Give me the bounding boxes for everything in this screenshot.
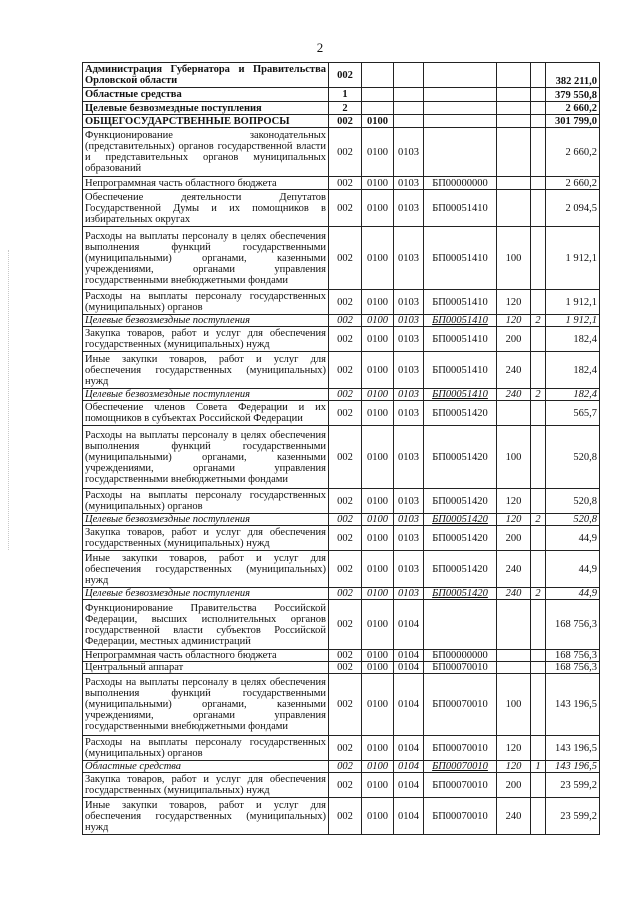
- cell-rz: 0100: [362, 551, 394, 588]
- table-row: [83, 88, 600, 102]
- cell-name: Функционирование законодательных (представительных) органов государственной власти и представительных органов муниципальных образований: [83, 128, 329, 177]
- cell-sum: 182,4: [546, 389, 600, 401]
- cell-src: [531, 650, 546, 662]
- cell-vr: [497, 102, 531, 115]
- table-row: [83, 128, 600, 177]
- cell-vr: 100: [497, 674, 531, 736]
- cell-src: [531, 674, 546, 736]
- cell-ved: 002: [329, 526, 362, 551]
- cell-pr: 0103: [394, 426, 424, 489]
- table-row: [83, 290, 600, 315]
- cell-sum: 2 660,2: [546, 102, 600, 115]
- cell-rz: [362, 63, 394, 88]
- cell-ved: 002: [329, 327, 362, 352]
- table-row: [83, 588, 600, 600]
- cell-name: Иные закупки товаров, работ и услуг для обеспечения государственных (муниципальных) нужд: [83, 551, 329, 588]
- cell-pr: 0103: [394, 551, 424, 588]
- table-row: [83, 526, 600, 551]
- cell-src: [531, 798, 546, 835]
- cell-rz: 0100: [362, 128, 394, 177]
- cell-name: Иные закупки товаров, работ и услуг для обеспечения государственных (муниципальных) нужд: [83, 798, 329, 835]
- cell-pr: 0104: [394, 761, 424, 773]
- cell-vr: 120: [497, 315, 531, 327]
- cell-rz: 0100: [362, 115, 394, 128]
- cell-pr: 0103: [394, 290, 424, 315]
- cell-csr: БП00051420: [424, 489, 497, 514]
- cell-pr: 0104: [394, 662, 424, 674]
- cell-name: Областные средства: [83, 88, 329, 102]
- table-row: [83, 190, 600, 227]
- cell-pr: 0103: [394, 389, 424, 401]
- cell-vr: [497, 88, 531, 102]
- cell-sum: 379 550,8: [546, 88, 600, 102]
- cell-sum: 182,4: [546, 327, 600, 352]
- cell-pr: 0103: [394, 315, 424, 327]
- cell-rz: 0100: [362, 177, 394, 190]
- cell-csr: БП00051420: [424, 514, 497, 526]
- cell-sum: 520,8: [546, 426, 600, 489]
- cell-src: 2: [531, 389, 546, 401]
- cell-pr: 0103: [394, 227, 424, 290]
- cell-sum: 168 756,3: [546, 650, 600, 662]
- cell-ved: 002: [329, 290, 362, 315]
- cell-rz: 0100: [362, 327, 394, 352]
- cell-rz: 0100: [362, 674, 394, 736]
- cell-pr: 0103: [394, 128, 424, 177]
- cell-src: [531, 773, 546, 798]
- cell-pr: 0104: [394, 674, 424, 736]
- cell-name: Областные средства: [83, 761, 329, 773]
- cell-pr: 0103: [394, 588, 424, 600]
- cell-rz: 0100: [362, 401, 394, 426]
- cell-csr: БП00051410: [424, 327, 497, 352]
- table-row: [83, 551, 600, 588]
- cell-csr: БП00051420: [424, 526, 497, 551]
- cell-ved: 002: [329, 514, 362, 526]
- cell-vr: 200: [497, 327, 531, 352]
- cell-src: [531, 526, 546, 551]
- cell-vr: 120: [497, 489, 531, 514]
- budget-table: [82, 62, 600, 835]
- cell-src: [531, 489, 546, 514]
- cell-sum: 23 599,2: [546, 798, 600, 835]
- cell-src: [531, 115, 546, 128]
- table-row: [83, 401, 600, 426]
- cell-vr: [497, 600, 531, 650]
- cell-csr: БП00070010: [424, 773, 497, 798]
- cell-vr: 100: [497, 227, 531, 290]
- cell-vr: [497, 128, 531, 177]
- cell-ved: 002: [329, 389, 362, 401]
- cell-sum: 168 756,3: [546, 662, 600, 674]
- cell-name: Расходы на выплаты персоналу государственных (муниципальных) органов: [83, 290, 329, 315]
- cell-rz: 0100: [362, 489, 394, 514]
- cell-src: 1: [531, 761, 546, 773]
- cell-pr: 0104: [394, 600, 424, 650]
- table-row: [83, 650, 600, 662]
- table-row: [83, 315, 600, 327]
- cell-src: [531, 352, 546, 389]
- cell-pr: [394, 63, 424, 88]
- cell-csr: [424, 88, 497, 102]
- cell-vr: 120: [497, 290, 531, 315]
- cell-ved: 002: [329, 551, 362, 588]
- cell-csr: [424, 102, 497, 115]
- cell-sum: 301 799,0: [546, 115, 600, 128]
- cell-csr: БП00070010: [424, 736, 497, 761]
- cell-vr: [497, 662, 531, 674]
- cell-rz: 0100: [362, 600, 394, 650]
- cell-pr: 0103: [394, 190, 424, 227]
- cell-rz: 0100: [362, 736, 394, 761]
- cell-csr: БП00051410: [424, 315, 497, 327]
- cell-sum: 565,7: [546, 401, 600, 426]
- cell-ved: 002: [329, 128, 362, 177]
- cell-name: Непрограммная часть областного бюджета: [83, 650, 329, 662]
- cell-pr: 0103: [394, 177, 424, 190]
- cell-ved: 002: [329, 177, 362, 190]
- cell-vr: 120: [497, 514, 531, 526]
- cell-csr: [424, 63, 497, 88]
- cell-name: Расходы на выплаты персоналу государственных (муниципальных) органов: [83, 489, 329, 514]
- cell-vr: 200: [497, 773, 531, 798]
- cell-vr: [497, 401, 531, 426]
- cell-src: [531, 736, 546, 761]
- cell-csr: БП00070010: [424, 798, 497, 835]
- cell-csr: [424, 115, 497, 128]
- cell-sum: 182,4: [546, 352, 600, 389]
- cell-sum: 143 196,5: [546, 761, 600, 773]
- cell-pr: 0104: [394, 773, 424, 798]
- cell-rz: 0100: [362, 190, 394, 227]
- cell-sum: 44,9: [546, 588, 600, 600]
- cell-csr: БП00051420: [424, 426, 497, 489]
- table-row: [83, 102, 600, 115]
- cell-ved: 002: [329, 773, 362, 798]
- cell-csr: БП00000000: [424, 177, 497, 190]
- cell-ved: 002: [329, 674, 362, 736]
- cell-ved: 002: [329, 315, 362, 327]
- cell-src: [531, 227, 546, 290]
- cell-src: 2: [531, 315, 546, 327]
- cell-src: [531, 600, 546, 650]
- cell-rz: 0100: [362, 773, 394, 798]
- cell-vr: 240: [497, 798, 531, 835]
- cell-csr: БП00051410: [424, 290, 497, 315]
- cell-src: [531, 102, 546, 115]
- table-row: [83, 773, 600, 798]
- cell-pr: 0103: [394, 514, 424, 526]
- cell-rz: 0100: [362, 315, 394, 327]
- table-row: [83, 736, 600, 761]
- cell-csr: [424, 600, 497, 650]
- table-row: [83, 674, 600, 736]
- cell-name: Расходы на выплаты персоналу в целях обеспечения выполнения функций государственными (муниципальными) органами, казенными учреждениями, органами управления государственными внебюджетными фондами: [83, 426, 329, 489]
- cell-src: 2: [531, 514, 546, 526]
- cell-csr: БП00051410: [424, 352, 497, 389]
- cell-csr: БП00051420: [424, 551, 497, 588]
- cell-src: [531, 551, 546, 588]
- cell-name: Расходы на выплаты персоналу в целях обеспечения выполнения функций государственными (муниципальными) органами, казенными учреждениями, органами управления государственными внебюджетными фондами: [83, 674, 329, 736]
- cell-vr: 100: [497, 426, 531, 489]
- cell-csr: БП00000000: [424, 650, 497, 662]
- cell-rz: [362, 88, 394, 102]
- cell-name: Иные закупки товаров, работ и услуг для обеспечения государственных (муниципальных) нужд: [83, 352, 329, 389]
- cell-ved: 1: [329, 88, 362, 102]
- cell-vr: 120: [497, 761, 531, 773]
- cell-src: [531, 327, 546, 352]
- binding-margin-line: [8, 250, 9, 550]
- cell-rz: 0100: [362, 426, 394, 489]
- cell-name: ОБЩЕГОСУДАРСТВЕННЫЕ ВОПРОСЫ: [83, 115, 329, 128]
- cell-name: Центральный аппарат: [83, 662, 329, 674]
- cell-ved: 002: [329, 650, 362, 662]
- cell-vr: 240: [497, 352, 531, 389]
- cell-pr: 0104: [394, 650, 424, 662]
- table-row: [83, 389, 600, 401]
- cell-ved: 002: [329, 489, 362, 514]
- cell-vr: 200: [497, 526, 531, 551]
- cell-pr: 0103: [394, 327, 424, 352]
- cell-src: [531, 426, 546, 489]
- cell-sum: 382 211,0: [546, 63, 600, 88]
- table-row: [83, 63, 600, 88]
- cell-sum: 1 912,1: [546, 290, 600, 315]
- cell-csr: БП00051410: [424, 227, 497, 290]
- cell-name: Администрация Губернатора и Правительства Орловской области: [83, 63, 329, 88]
- cell-rz: 0100: [362, 352, 394, 389]
- cell-name: Закупка товаров, работ и услуг для обеспечения государственных (муниципальных) нужд: [83, 773, 329, 798]
- cell-sum: 1 912,1: [546, 315, 600, 327]
- table-row: [83, 115, 600, 128]
- cell-rz: 0100: [362, 389, 394, 401]
- cell-sum: 2 660,2: [546, 177, 600, 190]
- cell-pr: 0104: [394, 798, 424, 835]
- cell-name: Закупка товаров, работ и услуг для обеспечения государственных (муниципальных) нужд: [83, 526, 329, 551]
- cell-sum: 520,8: [546, 489, 600, 514]
- cell-src: [531, 128, 546, 177]
- cell-name: Непрограммная часть областного бюджета: [83, 177, 329, 190]
- budget-table-body: [83, 63, 600, 835]
- cell-vr: 240: [497, 551, 531, 588]
- table-row: [83, 227, 600, 290]
- cell-name: Целевые безвозмездные поступления: [83, 389, 329, 401]
- cell-name: Обеспечение деятельности Депутатов Государственной Думы и их помощников в избирательных округах: [83, 190, 329, 227]
- cell-pr: 0103: [394, 401, 424, 426]
- cell-src: [531, 88, 546, 102]
- cell-csr: БП00051420: [424, 401, 497, 426]
- cell-ved: 002: [329, 190, 362, 227]
- cell-name: Расходы на выплаты персоналу государственных (муниципальных) органов: [83, 736, 329, 761]
- cell-ved: 002: [329, 588, 362, 600]
- cell-csr: БП00070010: [424, 761, 497, 773]
- cell-name: Целевые безвозмездные поступления: [83, 102, 329, 115]
- cell-vr: 240: [497, 588, 531, 600]
- cell-csr: БП00051410: [424, 389, 497, 401]
- cell-rz: 0100: [362, 798, 394, 835]
- cell-name: Целевые безвозмездные поступления: [83, 315, 329, 327]
- cell-rz: [362, 102, 394, 115]
- cell-name: Расходы на выплаты персоналу в целях обеспечения выполнения функций государственными (муниципальными) органами, казенными учреждениями, органами управления государственными внебюджетными фондами: [83, 227, 329, 290]
- cell-vr: [497, 115, 531, 128]
- table-row: [83, 514, 600, 526]
- cell-csr: БП00070010: [424, 674, 497, 736]
- cell-ved: 002: [329, 63, 362, 88]
- cell-vr: [497, 177, 531, 190]
- cell-sum: 143 196,5: [546, 674, 600, 736]
- cell-rz: 0100: [362, 662, 394, 674]
- cell-pr: 0104: [394, 736, 424, 761]
- cell-rz: 0100: [362, 290, 394, 315]
- cell-ved: 002: [329, 761, 362, 773]
- table-row: [83, 352, 600, 389]
- cell-name: Целевые безвозмездные поступления: [83, 588, 329, 600]
- cell-rz: 0100: [362, 761, 394, 773]
- cell-sum: 23 599,2: [546, 773, 600, 798]
- cell-ved: 002: [329, 798, 362, 835]
- cell-vr: [497, 63, 531, 88]
- table-row: [83, 798, 600, 835]
- cell-name: Функционирование Правительства Российской Федерации, высших исполнительных органов государственной власти субъектов Российской Федерации, местных администраций: [83, 600, 329, 650]
- cell-ved: 002: [329, 426, 362, 489]
- cell-rz: 0100: [362, 227, 394, 290]
- cell-csr: БП00070010: [424, 662, 497, 674]
- cell-pr: [394, 115, 424, 128]
- cell-csr: БП00051410: [424, 190, 497, 227]
- cell-sum: 1 912,1: [546, 227, 600, 290]
- cell-pr: [394, 88, 424, 102]
- cell-csr: [424, 128, 497, 177]
- table-row: [83, 600, 600, 650]
- cell-vr: [497, 190, 531, 227]
- cell-sum: 2 660,2: [546, 128, 600, 177]
- cell-src: [531, 662, 546, 674]
- cell-name: Обеспечение членов Совета Федерации и их помощников в субъектах Российской Федерации: [83, 401, 329, 426]
- cell-sum: 520,8: [546, 514, 600, 526]
- cell-pr: [394, 102, 424, 115]
- cell-rz: 0100: [362, 514, 394, 526]
- table-row: [83, 662, 600, 674]
- cell-pr: 0103: [394, 352, 424, 389]
- cell-src: [531, 190, 546, 227]
- cell-sum: 143 196,5: [546, 736, 600, 761]
- cell-src: 2: [531, 588, 546, 600]
- cell-src: [531, 290, 546, 315]
- cell-rz: 0100: [362, 526, 394, 551]
- cell-name: Закупка товаров, работ и услуг для обеспечения государственных (муниципальных) нужд: [83, 327, 329, 352]
- cell-ved: 002: [329, 227, 362, 290]
- cell-vr: 120: [497, 736, 531, 761]
- cell-ved: 002: [329, 662, 362, 674]
- page-number: 2: [316, 40, 324, 55]
- cell-csr: БП00051420: [424, 588, 497, 600]
- table-row: [83, 177, 600, 190]
- cell-src: [531, 177, 546, 190]
- table-row: [83, 426, 600, 489]
- cell-ved: 002: [329, 115, 362, 128]
- cell-ved: 002: [329, 600, 362, 650]
- cell-ved: 002: [329, 736, 362, 761]
- cell-vr: [497, 650, 531, 662]
- table-row: [83, 489, 600, 514]
- cell-vr: 240: [497, 389, 531, 401]
- cell-rz: 0100: [362, 588, 394, 600]
- cell-src: [531, 63, 546, 88]
- cell-ved: 002: [329, 352, 362, 389]
- table-row: [83, 327, 600, 352]
- cell-rz: 0100: [362, 650, 394, 662]
- cell-sum: 2 094,5: [546, 190, 600, 227]
- cell-sum: 44,9: [546, 551, 600, 588]
- cell-src: [531, 401, 546, 426]
- cell-sum: 168 756,3: [546, 600, 600, 650]
- cell-ved: 2: [329, 102, 362, 115]
- cell-sum: 44,9: [546, 526, 600, 551]
- table-row: [83, 761, 600, 773]
- cell-ved: 002: [329, 401, 362, 426]
- cell-pr: 0103: [394, 489, 424, 514]
- cell-name: Целевые безвозмездные поступления: [83, 514, 329, 526]
- cell-pr: 0103: [394, 526, 424, 551]
